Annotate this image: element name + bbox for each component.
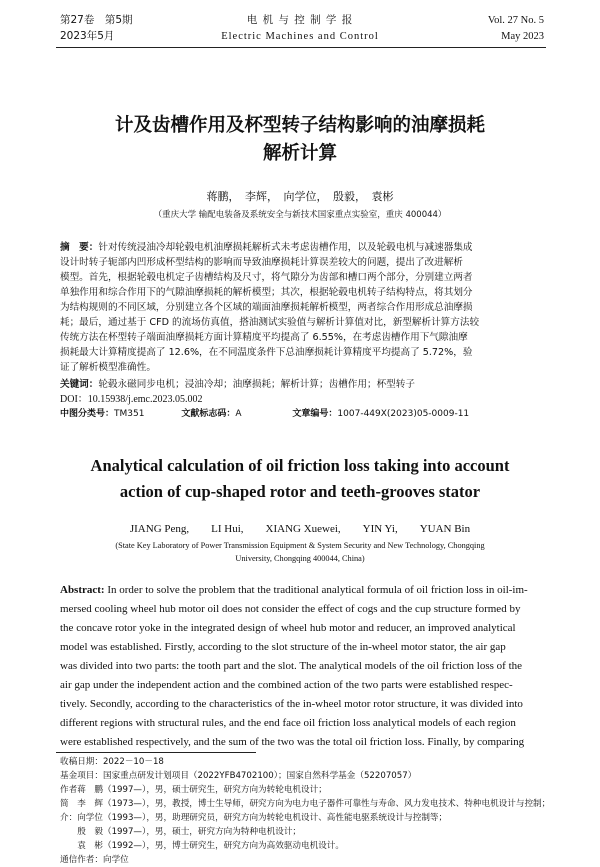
abstract-cn-line: 耗；最后，通过基于 CFD 的流场仿真值，搭油测试实验值与解析计算值对比，新型解析计算方法较 (60, 317, 480, 328)
abstract-en-line: mersed cooling wheel hub motor oil does not consider the effect of cogs and the cup structure formed by (60, 603, 521, 615)
keywords-cn-text: 轮毂永磁同步电机；浸油冷却；油摩损耗；解析计算；齿槽作用；杯型转子 (98, 379, 415, 390)
abstract-cn-line: 证了解析模型准确性。 (60, 362, 156, 373)
article-number-value: 1007-449X(2023)05-0009-11 (337, 409, 470, 419)
abstract-en-line: model was established. Firstly, according to the slot structure of the in-wheel motor stator, the air gap (60, 641, 506, 653)
abstract-en (60, 581, 542, 752)
doi: DOI：10.15938/j.emc.2023.05.002 (60, 394, 203, 405)
abstract-en-line: the concave rotor yoke in the integrated design of wheel hub motor and reducer, an improved analytical (60, 622, 516, 634)
volume-issue-en: Vol. 27 No. 5 (487, 15, 544, 26)
footnotes (60, 755, 550, 867)
affiliation-en-line2: University, Chongqing 400044, China) (235, 554, 365, 563)
abstract-cn-line: 损耗最大计算精度提高了 12.6%，在不同温度条件下总油摩损耗计算精度平均提高了 5.72%，验 (60, 347, 473, 358)
corresponding-author: 通信作者：向学位 (60, 855, 129, 865)
author-bio: 殷 毅（1997—），男，硕士，研究方向为特种电机设计； (77, 827, 302, 837)
author-bio: 李 辉（1973—），男，教授，博士生导师，研究方向为电力电子器件可靠性与寿命、风力发电技术、特种电机设计与控制； (77, 799, 551, 809)
abstract-cn-line: 设计时转子轭部内凹形成杯型结构的影响而导致油摩损耗计算误差较大的问题，提出了改进解析 (60, 257, 463, 268)
author-bio: 蒋 鹏（1997—），男，硕士研究生，研究方向为转轮电机设计； (77, 785, 327, 795)
abstract-cn-label: 摘 要： (60, 242, 99, 253)
volume-issue-cn: 第27卷 第5期 (60, 14, 133, 26)
affiliation-en-line1: (State Key Laboratory of Power Transmission Equipment & System Security and New Technology, Chongqing (115, 541, 485, 550)
doc-code-label: 文献标志码： (181, 409, 236, 419)
funding: 基金项目：国家重点研发计划项目（2022YFB4702100）；国家自然科学基金（52207057） (60, 771, 417, 781)
abstract-en-line: tively. Secondly, according to the characteristics of the in-wheel motor rotor structure, it was divided into (60, 698, 523, 710)
abstract-cn-line: 传统方法在杯型转子端面油摩损耗方面计算精度平均提高了 6.55%，在考虑齿槽作用下气隙油摩 (60, 332, 468, 343)
abstract-cn-line: 为结构规则的不同区域，分别建立各个区域的端面油摩损耗解析模型，两者综合作用形成总油摩损 (60, 302, 473, 313)
received-date: 收稿日期：2022－10－18 (60, 757, 164, 767)
author-bio: 袁 彬（1992—），男，博士研究生，研究方向为高效驱动电机设计。 (77, 841, 344, 851)
keywords-cn-label: 关键词： (60, 379, 99, 390)
journal-title-cn: 电 机 与 控 制 学 报 (246, 14, 354, 26)
clc-label: 中图分类号： (60, 409, 115, 419)
title-en-line2: action of cup-shaped rotor and teeth-grooves stator (119, 482, 481, 501)
abstract-en-line: were established respectively, and the sum of the two was the total oil friction loss. Finally, by comparing (60, 736, 525, 748)
abstract-cn (60, 240, 542, 375)
date-cn: 2023年5月 (60, 30, 115, 42)
clc-value: TM351 (114, 409, 145, 419)
abstract-en-label: Abstract: (60, 584, 105, 596)
title-cn-line1: 计及齿槽作用及杯型转子结构影响的油摩损耗 (114, 115, 485, 136)
keywords-cn (60, 377, 542, 392)
abstract-en-line: different regions with structural rules, and the end face oil friction loss analytical models of each region (60, 717, 516, 729)
authors-cn: 蒋鹏， 李辉， 向学位， 殷毅， 袁彬 (206, 190, 394, 203)
title-en-line1: Analytical calculation of oil friction loss taking into account (90, 456, 510, 475)
date-en: May 2023 (501, 31, 544, 42)
abstract-cn-line: 针对传统浸油冷却轮毂电机油摩损耗解析式未考虑齿槽作用，以及轮毂电机与减速器集成 (98, 242, 473, 253)
author-bio: 向学位（1993—），男，助理研究员，研究方向为转轮电机设计、高性能电驱系统设计与控制等； (77, 813, 448, 823)
header-rule (56, 47, 546, 48)
author-bio-label: 作者简介： (60, 785, 78, 823)
article-number-label: 文章编号： (292, 409, 338, 419)
title-cn-line2: 解析计算 (262, 143, 337, 164)
affiliation-en (40, 539, 560, 565)
doc-code-value: A (235, 409, 242, 419)
abstract-en-line: was divided into two parts: the tooth part and the slot. The analytical models of the oil friction loss of the (60, 660, 523, 672)
abstract-cn-line: 模型。首先，根据轮毂电机定子齿槽结构及尺寸，将气隙分为齿部和槽口两个部分，分别建立两者 (60, 272, 473, 283)
authors-en: JIANG Peng, LI Hui, XIANG Xuewei, YIN Yi, YUAN Bin (129, 523, 471, 535)
abstract-en-line: In order to solve the problem that the traditional analytical formula of oil friction loss in oil-im- (107, 584, 528, 596)
journal-title-en: Electric Machines and Control (221, 31, 379, 42)
classification-line (60, 407, 542, 422)
affiliation-cn: （重庆大学 输配电装备及系统安全与新技术国家重点实验室，重庆 400044） (153, 210, 447, 220)
footnote-rule (56, 752, 256, 753)
abstract-cn-line: 单独作用和综合作用下的气隙油摩损耗的解析模型；其次，根据轮毂电机转子结构特点，将其划分 (60, 287, 473, 298)
abstract-en-line: air gap under the independent action and the combined action of the two parts were established respec- (60, 679, 513, 691)
